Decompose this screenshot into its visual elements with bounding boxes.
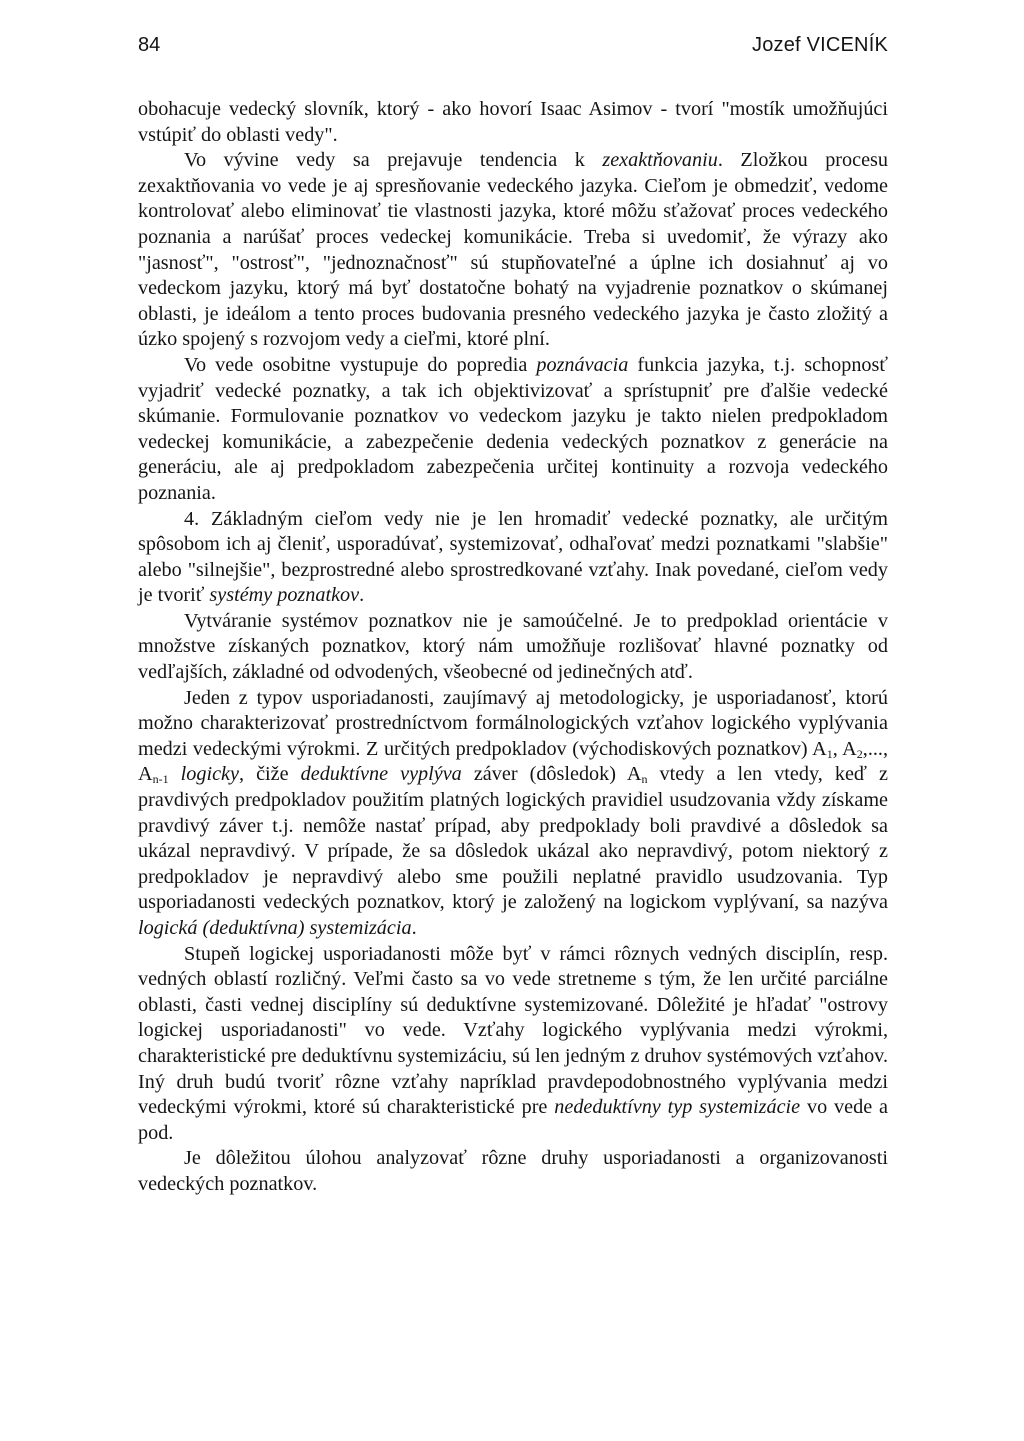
- paragraph-6-text-k: .: [411, 917, 417, 939]
- paragraph-6-text-f: , čiže: [238, 763, 301, 786]
- paragraph-3-emphasis: poznávacia: [536, 353, 629, 376]
- paragraph-3-text-a: Vo vede osobitne vystupuje do popredia: [184, 353, 537, 376]
- paragraph-6-emphasis-logicky: logicky: [180, 763, 239, 786]
- paragraph-4-text-a: 4. Základným cieľom vedy nie je len hromadiť vedecké poznatky, ale určitým spôsobom ich aj členiť, usporadúvať, systemizovať, odhaľovať medzi poznatkami "slabšie" alebo "silnejšie", bezprostredné alebo sprostredkované vzťahy. Inak povedané, cieľom vedy je tvoriť: [138, 507, 888, 607]
- paragraph-5-text: Vytváranie systémov poznatkov nie je samoúčelné. Je to predpoklad orientácie v množstve získaných poznatkov, ktorý nám umožňuje rozlišovať hlavné poznatky od vedľajších, základné od odvodených, všeobecné od jedinečných atď.: [138, 609, 888, 684]
- paragraph-7-text-a: Stupeň logickej usporiadanosti môže byť v rámci rôznych vedných disciplín, resp. vedných oblastí rozličný. Veľmi často sa vo vede stretneme s tým, že len určité parciálne oblasti, časti vednej disciplíny sú deduktívne systemizované. Dôležité je hľadať "ostrovy logickej usporiadanosti" vo vede. Vzťahy logického vyplývania medzi výrokmi, charakteristické pre deduktívnu systemizáciu, sú len jedným z druhov systémových vzťahov. Iný druh budú tvoriť rôzne vzťahy napríklad pravdepodobnostného vyplývania medzi vedeckými výrokmi, ktoré sú charakteristické pre: [138, 942, 888, 1119]
- page-number: 84: [138, 34, 161, 56]
- page-header: [138, 34, 888, 64]
- paragraph-6-text-h: záver (dôsledok) A: [461, 763, 642, 786]
- paragraph-2-text-a: Vo vývine vedy sa prejavuje tendencia k: [184, 149, 603, 172]
- paragraph-6: [138, 686, 888, 942]
- paragraph-6-emphasis-deduktivne: deduktívne vyplýva: [300, 763, 462, 786]
- running-head-author: Jozef VICENÍK: [752, 34, 888, 56]
- paragraph-2-text-c: . Zložkou procesu zexaktňovania vo vede je aj spresňovanie vedeckého jazyka. Cieľom je obmedziť, vedome kontrolovať alebo eliminovať tie vlastnosti jazyka, ktoré môžu sťažovať proces vedeckého poznania a narúšať proces vedeckej komunikácie. Treba si uvedomiť, že výrazy ako "jasnosť", "ostrosť", "jednoznačnosť" sú stupňovateľné a úplne ich dosiahnuť aj vo vedeckom jazyku, ktorý má byť dostatočne bohatý na vyjadrenie poznatkov o skúmanej oblasti, je ideálom a tento proces budovania presného vedeckého jazyka je často zložitý a úzko spojený s rozvojom vedy a cieľmi, ktoré plní.: [138, 149, 888, 351]
- paragraph-4-emphasis: systémy poznatkov: [209, 584, 360, 607]
- subscript-n: n: [641, 772, 648, 787]
- subscript-2: 2: [856, 746, 863, 761]
- paragraph-6-text-a: Jeden z typov usporiadanosti, zaujímavý aj metodologicky, je usporiadanosť, ktorú možno charakterizovať prostredníctvom formálnologických vzťahov logického vyplývania medzi vedeckými výrokmi. Z určitých predpokladov (východiskových poznatkov) A: [138, 686, 888, 760]
- paragraph-2: [138, 148, 888, 353]
- paragraph-4-text-c: .: [359, 584, 365, 607]
- paragraph-8-text: Je dôležitou úlohou analyzovať rôzne druhy usporiadanosti a organizovanosti vedeckých poznatkov.: [138, 1147, 888, 1195]
- paragraph-8: [138, 1146, 888, 1197]
- paragraph-1: [138, 97, 888, 148]
- subscript-n-minus-1: n-1: [152, 772, 169, 787]
- paragraph-6-text-i: vtedy a len vtedy, keď z pravdivých predpokladov použitím platných logických pravidiel usudzovania vždy získame pravdivý záver t.j. nemôže nastať prípad, aby predpoklady boli pravdivé a dôsledok sa ukázal nepravdivý. V prípade, že sa dôsledok ukázal ako nepravdivý, potom niektorý z predpokladov je nepravdivý alebo sme použili neplatné pravidlo usudzovania. Typ usporiadanosti vedeckých poznatkov, ktorý je založený na logickom vyplývaní, sa nazýva: [138, 763, 888, 914]
- paragraph-5: [138, 609, 888, 686]
- paragraph-7: [138, 942, 888, 1147]
- paragraph-6-emphasis-systemizacia: logická (deduktívna) systemizácia: [138, 917, 412, 939]
- paragraph-6-text-b: , A: [832, 737, 857, 760]
- paragraph-1-text: obohacuje vedecký slovník, ktorý - ako hovorí Isaac Asimov - tvorí "mostík umožňujúci vstúpiť do oblasti vedy".: [138, 98, 888, 146]
- paragraph-6-text-d: [169, 763, 181, 785]
- subscript-1: 1: [826, 746, 833, 761]
- paragraph-6-text-c: ,..., A: [138, 737, 888, 786]
- paragraph-7-emphasis: nededuktívny typ systemizácie: [554, 1096, 801, 1119]
- paragraph-7-text-c: vo vede a pod.: [138, 1096, 888, 1144]
- body-text: [138, 97, 888, 1198]
- paragraph-4: [138, 507, 888, 609]
- paragraph-2-emphasis: zexaktňovaniu: [602, 149, 718, 172]
- paragraph-3: [138, 353, 888, 507]
- paragraph-3-text-c: funkcia jazyka, t.j. schopnosť vyjadriť vedecké poznatky, a tak ich objektivizovať a sprístupniť pre ďalšie vedecké skúmanie. Formulovanie poznatkov vo vedeckom jazyku je takto nielen predpokladom vedeckej komunikácie, a zabezpečenie dedenia vedeckých poznatkov z generácie na generáciu, ale aj predpokladom zabezpečenia určitej kontinuity a rozvoja vedeckého poznania.: [138, 353, 888, 504]
